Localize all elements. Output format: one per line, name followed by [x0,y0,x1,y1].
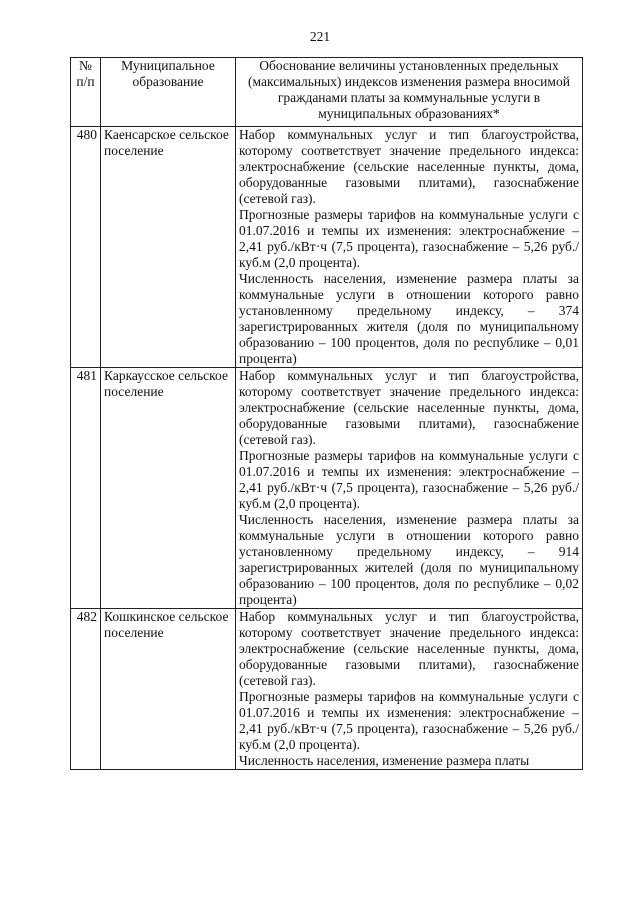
row-municipality: Каркаусское сельское поселение [101,368,236,609]
tariff-forecast-paragraph: Прогнозные размеры тарифов на коммунальные услуги с 01.07.2016 и темпы их изменения: электроснабжение – 2,41 руб./кВт·ч (7,5 процента), газоснабжение – 5,26 руб./куб.м (2,0 процента). [239,448,579,511]
tariff-set-paragraph: Набор коммунальных услуг и тип благоустройства, которому соответствует значение предельного индекса: электроснабжение (сельские населенные пункты, дома, оборудованные газовыми плитами), газоснабжение (сетевой газ). [239,609,579,688]
row-number: 482 [71,609,101,770]
tariff-set-paragraph: Набор коммунальных услуг и тип благоустройства, которому соответствует значение предельного индекса: электроснабжение (сельские населенные пункты, дома, оборудованные газовыми плитами), газоснабжение (сетевой газ). [239,368,579,447]
row-justification [236,127,583,368]
header-municipality: Муниципальное образование [101,58,236,127]
table-row [71,368,583,609]
table-row [71,127,583,368]
indices-table [70,57,583,770]
tariff-forecast-paragraph: Прогнозные размеры тарифов на коммунальные услуги с 01.07.2016 и темпы их изменения: электроснабжение – 2,41 руб./кВт·ч (7,5 процента), газоснабжение – 5,26 руб./куб.м (2,0 процента). [239,689,579,752]
page-number: 221 [309,29,331,44]
header-justification: Обоснование величины установленных предельных (максимальных) индексов изменения размера вносимой гражданами платы за коммунальные услуги в муниципальных образованиях* [236,58,583,127]
population-paragraph: Численность населения, изменение размера платы за коммунальные услуги в отношении которого равно установленному предельному индексу, – 374 зарегистрированных жителя (доля по муниципальному образованию – 100 процентов, доля по республике – 0,01 процента) [239,271,579,366]
row-number: 480 [71,127,101,368]
row-number: 481 [71,368,101,609]
table-row [71,609,583,770]
row-municipality: Каенсарское сельское поселение [101,127,236,368]
row-justification [236,609,583,770]
population-paragraph: Численность населения, изменение размера платы [239,753,530,768]
row-municipality: Кошкинское сельское поселение [101,609,236,770]
header-number: № п/п [71,58,101,127]
row-justification [236,368,583,609]
tariff-set-paragraph: Набор коммунальных услуг и тип благоустройства, которому соответствует значение предельного индекса: электроснабжение (сельские населенные пункты, дома, оборудованные газовыми плитами), газоснабжение (сетевой газ). [239,127,579,206]
tariff-forecast-paragraph: Прогнозные размеры тарифов на коммунальные услуги с 01.07.2016 и темпы их изменения: электроснабжение – 2,41 руб./кВт·ч (7,5 процента), газоснабжение – 5,26 руб./куб.м (2,0 процента). [239,207,579,270]
population-paragraph: Численность населения, изменение размера платы за коммунальные услуги в отношении которого равно установленному предельному индексу, – 914 зарегистрированных жителей (доля по муниципальному образованию – 100 процентов, доля по республике – 0,02 процента) [239,512,579,607]
table-header-row [71,58,583,127]
